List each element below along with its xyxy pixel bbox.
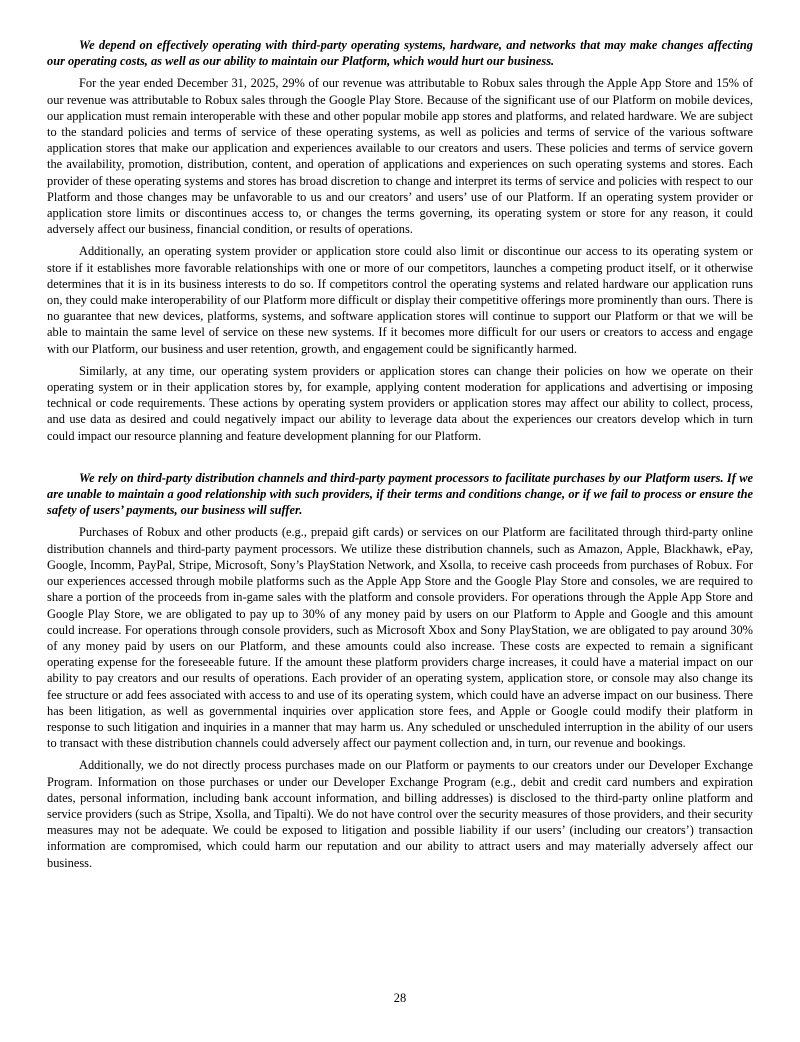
page-number: 28 bbox=[393, 991, 407, 1005]
paragraph-revenue-app-stores: For the year ended December 31, 2025, 29% of our revenue was attributable to Robux sales through the Apple App Store and 15% of our revenue was attributable to Robux sales through the Google Play Store. Because of the significant use of our Platform on mobile devices, our application must remain interoperable with these and other popular mobile app stores and platforms, and related hardware. We are subject to the standard policies and terms of service of these operating systems, as well as policies and terms of service of the various software application stores that make our application and experiences available to our creators and users. These policies and terms of service govern the availability, promotion, distribution, content, and operation of applications and experiences on such operating systems and stores. Each provider of these operating systems and stores has broad discretion to change and interpret its terms of service and policies with respect to our Platform and those changes may be unfavorable to us and our creators’ and users’ use of our Platform. If an operating system provider or application store limits or discontinues access to, or changes the terms governing, its operating system or store for any reason, it could adversely affect our business, financial condition, or results of operations. bbox=[47, 76, 753, 237]
document-page bbox=[47, 37, 753, 877]
risk-factor-heading-third-party-systems: We depend on effectively operating with third-party operating systems, hardware, and networks that may make changes affecting our operating costs, as well as our ability to maintain our Platform, which would hurt our business. bbox=[47, 38, 753, 69]
paragraph-distribution-channels: Purchases of Robux and other products (e.g., prepaid gift cards) or services on our Platform are facilitated through third-party online distribution channels and third-party payment processors. We utilize these distribution channels, such as Amazon, Apple, Blackhawk, ePay, Google, Incomm, PayPal, Stripe, Microsoft, Sony’s PlayStation Network, and Xsolla, to receive cash proceeds from purchases of Robux. For our experiences accessed through mobile platforms such as the Apple App Store and the Google Play Store and consoles, we are required to share a portion of the proceeds from in-game sales with the platform and console providers. For operations through the Apple App Store and Google Play Store, we are obligated to pay up to 30% of any money paid by users on our Platform to Apple and Google and this amount could increase. For operations through console providers, such as Microsoft Xbox and Sony PlayStation, we are obligated to pay around 30% of any money paid by users on our Platform, and these amounts could also increase. These costs are expected to remain a significant operating expense for the foreseeable future. If the amount these platform providers charge increases, it could have a material impact on our ability to pay creators and our results of operations. Each provider of an operating system, application store, or console may also change its fee structure or add fees associated with access to and use of its operating system, which could have an adverse impact on our business. There has been litigation, as well as governmental inquiries over application store fees, and Apple or Google could modify their platform in response to such litigation and inquiries in a manner that may harm us. Any scheduled or unscheduled interruption in the ability of our users to transact with these distribution channels could adversely affect our payment collection and, in turn, our revenue and bookings. bbox=[47, 525, 753, 751]
paragraph-policy-changes: Similarly, at any time, our operating system providers or application stores can change their policies on how we operate on their operating system or in their application stores by, for example, applying content moderation for applications and advertising or imposing technical or code requirements. These actions by operating system providers or application stores may affect our ability to collect, process, and use data as desired and could negatively impact our ability to leverage data about the experiences our creators develop which in turn could impact our resource planning and feature development planning for our Platform. bbox=[47, 363, 753, 443]
risk-factor-heading-distribution-payments: We rely on third-party distribution channels and third-party payment processors to facilitate purchases by our Platform users. If we are unable to maintain a good relationship with such providers, if their terms and conditions change, or if we fail to process or ensure the safety of users’ payments, our business will suffer. bbox=[47, 470, 753, 518]
paragraph-access-limitation: Additionally, an operating system provider or application store could also limit or discontinue our access to its operating system or store if it establishes more favorable relationships with one or more of our competitors, launches a competing product itself, or it otherwise determines that it is in its business interests to do so. If competitors control the operating systems and related hardware our application runs on, they could make interoperability of our Platform more difficult or display their competitive offerings more prominently than ours. There is no guarantee that new devices, platforms, systems, and software application stores will continue to support our Platform or that we will be able to maintain the same level of service on these new systems. If it becomes more difficult for our users or creators to access and engage with our Platform, our business and user retention, growth, and engagement could be significantly harmed. bbox=[47, 244, 753, 356]
paragraph-payment-processing: Additionally, we do not directly process purchases made on our Platform or payments to our creators under our Developer Exchange Program. Information on those purchases or under our Developer Exchange Program (e.g., debit and credit card numbers and expiration dates, personal information, including bank account information, and billing addresses) is disclosed to the third-party online platform and service providers (such as Stripe, Xsolla, and Tipalti). We do not have control over the security measures of those providers, and their security measures may not be adequate. We could be exposed to litigation and possible liability if our users’ (including our creators’) transaction information are compromised, which could harm our reputation and our ability to attract users and may materially adversely affect our business. bbox=[47, 758, 753, 870]
